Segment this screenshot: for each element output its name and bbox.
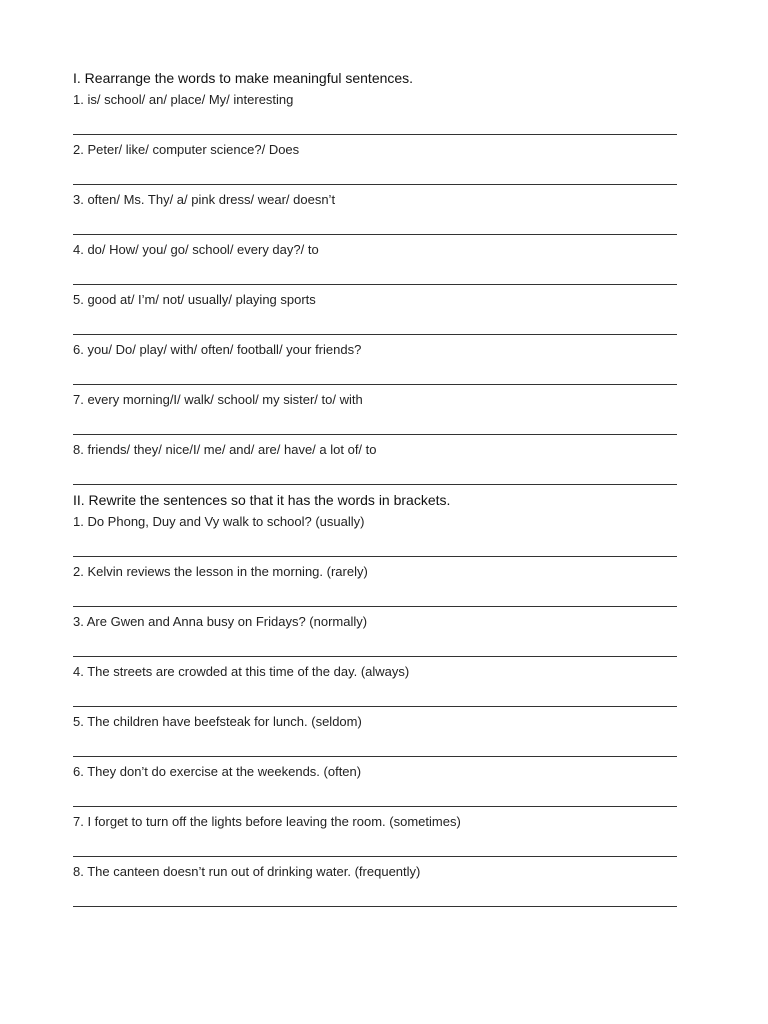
answer-line[interactable] bbox=[73, 556, 677, 557]
answer-line[interactable] bbox=[73, 334, 677, 335]
answer-line[interactable] bbox=[73, 184, 677, 185]
question-prompt: 1. is/ school/ an/ place/ My/ interesting bbox=[73, 92, 294, 107]
answer-line[interactable] bbox=[73, 284, 677, 285]
answer-line[interactable] bbox=[73, 606, 677, 607]
section-1-question-8 bbox=[73, 439, 677, 489]
question-prompt: 2. Peter/ like/ computer science?/ Does bbox=[73, 142, 300, 157]
question-prompt: 8. friends/ they/ nice/I/ me/ and/ are/ have/ a lot of/ to bbox=[73, 442, 377, 457]
section-2-question-5 bbox=[73, 711, 677, 761]
answer-line[interactable] bbox=[73, 134, 677, 135]
question-prompt: 8. The canteen doesn’t run out of drinking water. (frequently) bbox=[73, 864, 421, 879]
question-prompt: 6. you/ Do/ play/ with/ often/ football/ your friends? bbox=[73, 342, 362, 357]
answer-line[interactable] bbox=[73, 906, 677, 907]
question-prompt: 3. often/ Ms. Thy/ a/ pink dress/ wear/ doesn’t bbox=[73, 192, 336, 207]
question-prompt: 5. good at/ I’m/ not/ usually/ playing sports bbox=[73, 292, 316, 307]
answer-line[interactable] bbox=[73, 234, 677, 235]
section-2-question-6 bbox=[73, 761, 677, 811]
section-1-question-1 bbox=[73, 89, 677, 139]
section-1-question-5 bbox=[73, 289, 677, 339]
section-1-question-7 bbox=[73, 389, 677, 439]
answer-line[interactable] bbox=[73, 656, 677, 657]
section-2-question-2 bbox=[73, 561, 677, 611]
answer-line[interactable] bbox=[73, 484, 677, 485]
section-1-question-6 bbox=[73, 339, 677, 389]
question-prompt: 3. Are Gwen and Anna busy on Fridays? (normally) bbox=[73, 614, 368, 629]
section-2-title: II. Rewrite the sentences so that it has the words in brackets. bbox=[73, 492, 451, 508]
question-prompt: 1. Do Phong, Duy and Vy walk to school? (usually) bbox=[73, 514, 365, 529]
answer-line[interactable] bbox=[73, 806, 677, 807]
section-2-question-7 bbox=[73, 811, 677, 861]
answer-line[interactable] bbox=[73, 856, 677, 857]
question-prompt: 7. every morning/I/ walk/ school/ my sister/ to/ with bbox=[73, 392, 363, 407]
question-prompt: 6. They don’t do exercise at the weekends. (often) bbox=[73, 764, 362, 779]
section-2-question-4 bbox=[73, 661, 677, 711]
answer-line[interactable] bbox=[73, 756, 677, 757]
question-prompt: 5. The children have beefsteak for lunch. (seldom) bbox=[73, 714, 362, 729]
section-1-question-3 bbox=[73, 189, 677, 239]
answer-line[interactable] bbox=[73, 434, 677, 435]
answer-line[interactable] bbox=[73, 384, 677, 385]
question-prompt: 4. The streets are crowded at this time of the day. (always) bbox=[73, 664, 410, 679]
answer-line[interactable] bbox=[73, 706, 677, 707]
section-1-question-2 bbox=[73, 139, 677, 189]
section-1-title: I. Rearrange the words to make meaningful sentences. bbox=[73, 70, 414, 86]
section-2-question-8 bbox=[73, 861, 677, 911]
question-prompt: 7. I forget to turn off the lights before leaving the room. (sometimes) bbox=[73, 814, 461, 829]
section-2-question-3 bbox=[73, 611, 677, 661]
section-1-question-4 bbox=[73, 239, 677, 289]
question-prompt: 4. do/ How/ you/ go/ school/ every day?/ to bbox=[73, 242, 319, 257]
section-2-question-1 bbox=[73, 511, 677, 561]
worksheet bbox=[73, 67, 677, 911]
question-prompt: 2. Kelvin reviews the lesson in the morning. (rarely) bbox=[73, 564, 368, 579]
